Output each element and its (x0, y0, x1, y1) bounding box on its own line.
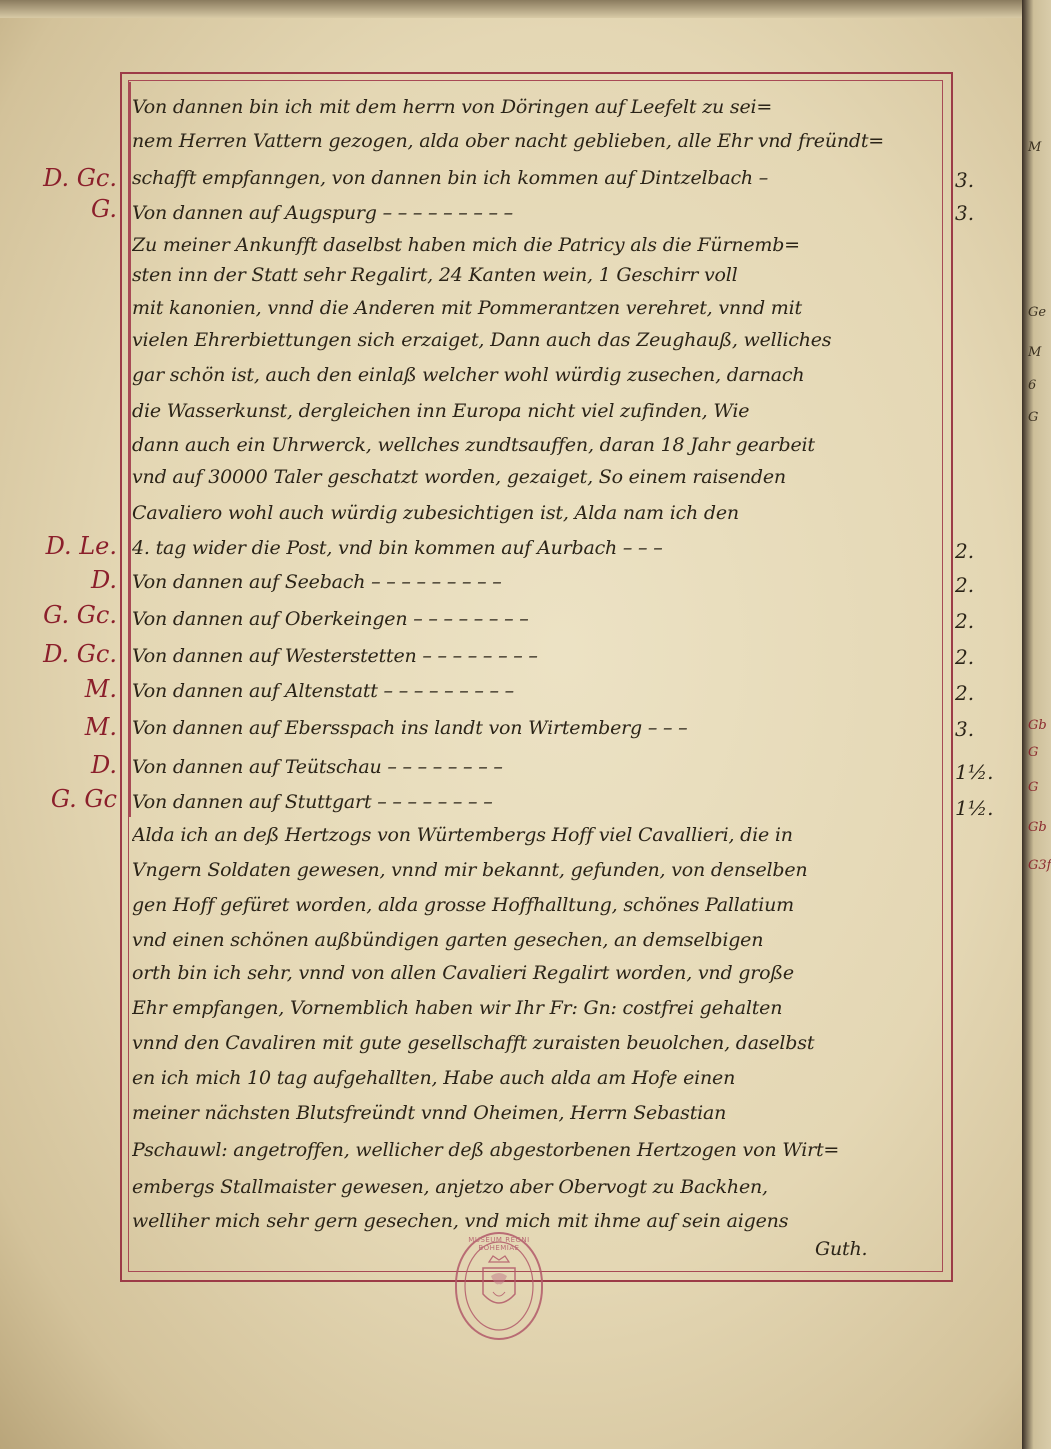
distance-value: 3. (955, 201, 975, 225)
distance-value: 3. (955, 168, 975, 192)
text-line: Ehr empfangen, Vornemblich haben wir Ihr Fr: Gn: costfrei gehalten (132, 997, 783, 1019)
adjacent-page-fragment: 6 (1028, 378, 1037, 393)
distance-value: 3. (955, 717, 975, 741)
margin-mark: D. (90, 751, 117, 779)
text-line: Pschauwl: angetroffen, wellicher deß abgestorbenen Hertzogen von Wirt= (132, 1139, 840, 1161)
page-top-edge (0, 0, 1022, 18)
text-line: Cavaliero wohl auch würdig zubesichtigen ist, Alda nam ich den (132, 502, 739, 524)
text-line: 4. tag wider die Post, vnd bin kommen auf Aurbach – – – (132, 537, 663, 559)
text-line: vnnd den Cavaliren mit gute gesellschafft zuraisten beuolchen, daselbst (132, 1032, 815, 1054)
margin-mark: G. Gc (50, 785, 117, 813)
distance-value: 2. (955, 539, 975, 563)
adjacent-page-fragment: M (1028, 345, 1042, 360)
adjacent-page-fragment: Gb (1028, 820, 1047, 835)
text-line: welliher mich sehr gern gesechen, vnd mich mit ihme auf sein aigens (132, 1210, 789, 1232)
text-line: Alda ich an deß Hertzogs von Würtembergs Hoff viel Cavallieri, die in (132, 824, 793, 846)
text-line: Von dannen auf Altenstatt – – – – – – – – – (132, 680, 514, 702)
margin-mark: M. (84, 713, 117, 741)
text-line: en ich mich 10 tag aufgehallten, Habe auch alda am Hofe einen (132, 1067, 736, 1089)
adjacent-page-fragment: G3f (1028, 858, 1051, 873)
stamp-text: MUSEUM REGNI BOHEMIAE (468, 1236, 530, 1252)
adjacent-page-fragment: G (1028, 745, 1039, 760)
text-line: Von dannen auf Teütschau – – – – – – – – (132, 756, 503, 778)
distance-value: 2. (955, 645, 975, 669)
text-line: vnd auf 30000 Taler geschatzt worden, gezaiget, So einem raisenden (132, 466, 786, 488)
margin-mark: D. Gc. (43, 164, 117, 192)
text-line: Von dannen auf Oberkeingen – – – – – – – – (132, 608, 529, 630)
text-line: Von dannen auf Seebach – – – – – – – – – (132, 571, 502, 593)
adjacent-page-fragment: M (1028, 140, 1042, 155)
distance-value: 1½. (955, 796, 994, 820)
text-line: Von dannen auf Westerstetten – – – – – – – – (132, 645, 538, 667)
adjacent-page-fragment: G (1028, 410, 1039, 425)
margin-mark: M. (84, 675, 117, 703)
adjacent-page-fragment: G (1028, 780, 1039, 795)
text-line: mit kanonien, vnnd die Anderen mit Pommerantzen verehret, vnnd mit (132, 297, 802, 319)
text-line: Vngern Soldaten gewesen, vnnd mir bekannt, gefunden, von denselben (132, 859, 808, 881)
text-line: nem Herren Vattern gezogen, alda ober nacht geblieben, alle Ehr vnd freündt= (132, 130, 885, 152)
margin-mark: D. Gc. (43, 640, 117, 668)
text-line: Zu meiner Ankunfft daselbst haben mich die Patricy als die Fürnemb= (132, 234, 800, 256)
text-line: vnd einen schönen außbündigen garten gesechen, an demselbigen (132, 929, 764, 951)
margin-mark: G. (91, 195, 117, 223)
text-line: dann auch ein Uhrwerck, wellches zundtsauffen, daran 18 Jahr gearbeit (132, 434, 815, 456)
text-line: embergs Stallmaister gewesen, anjetzo aber Obervogt zu Backhen, (132, 1176, 768, 1198)
distance-value: 1½. (955, 760, 994, 784)
text-line: Guth. (815, 1238, 868, 1260)
text-line: vielen Ehrerbiettungen sich erzaiget, Dann auch das Zeughauß, welliches (132, 329, 832, 351)
adjacent-page-edge (1022, 0, 1051, 1449)
margin-divider-line (128, 82, 131, 817)
margin-mark: D. Le. (45, 532, 117, 560)
text-line: gar schön ist, auch den einlaß welcher wohl würdig zusechen, darnach (132, 364, 805, 386)
distance-value: 2. (955, 609, 975, 633)
adjacent-page-fragment: Ge (1028, 305, 1047, 320)
margin-mark: G. Gc. (43, 601, 117, 629)
adjacent-page-fragment: Gb (1028, 718, 1047, 733)
distance-value: 2. (955, 681, 975, 705)
text-line: die Wasserkunst, dergleichen inn Europa nicht viel zufinden, Wie (132, 400, 750, 422)
text-line: sten inn der Statt sehr Regalirt, 24 Kanten wein, 1 Geschirr voll (132, 264, 738, 286)
text-line: gen Hoff gefüret worden, alda grosse Hoffhalltung, schönes Pallatium (132, 894, 794, 916)
text-line: Von dannen auf Stuttgart – – – – – – – – (132, 791, 493, 813)
margin-mark: D. (90, 566, 117, 594)
text-line: Von dannen bin ich mit dem herrn von Döringen auf Leefelt zu sei= (132, 96, 773, 118)
text-line: meiner nächsten Blutsfreündt vnnd Oheimen, Herrn Sebastian (132, 1102, 727, 1124)
text-line: Von dannen auf Augspurg – – – – – – – – – (132, 202, 513, 224)
distance-value: 2. (955, 573, 975, 597)
text-line: orth bin ich sehr, vnnd von allen Cavalieri Regalirt worden, vnd große (132, 962, 794, 984)
museum-stamp (455, 1232, 543, 1340)
text-line: schafft empfanngen, von dannen bin ich kommen auf Dintzelbach – (132, 167, 769, 189)
text-line: Von dannen auf Ebersspach ins landt von Wirtemberg – – – (132, 717, 688, 739)
